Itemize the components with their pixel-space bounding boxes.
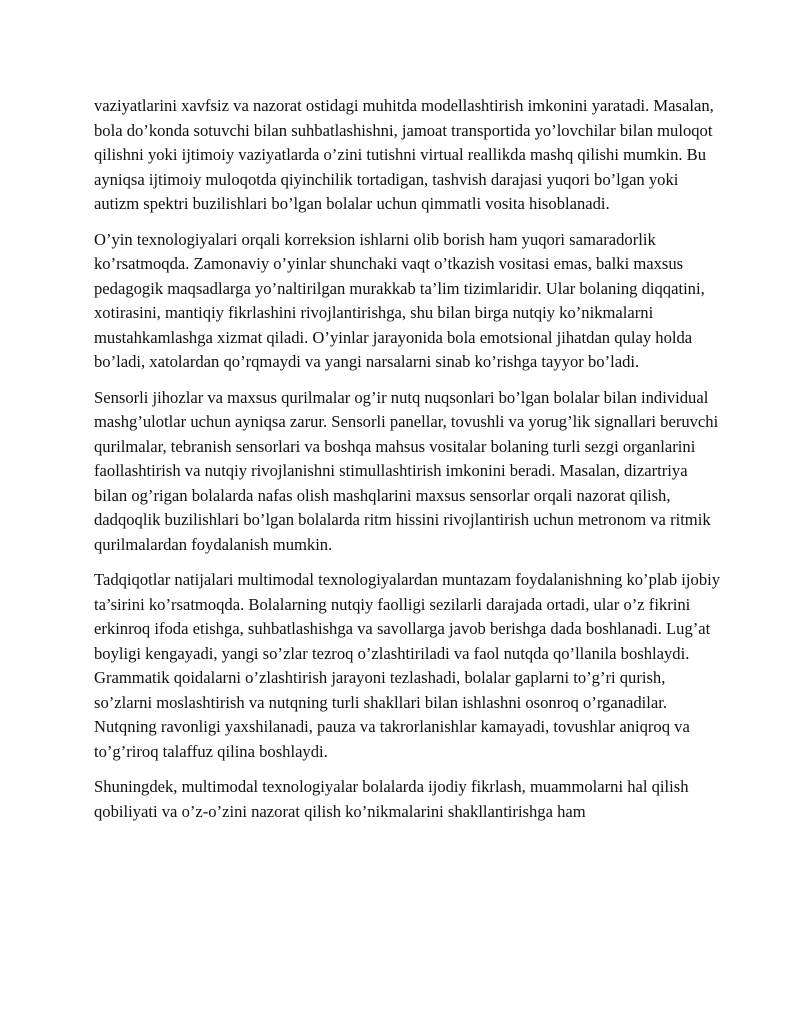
paragraph-4: Tadqiqotlar natijalari multimodal texnologiyalardan muntazam foydalanishning ko’plab ijobiy ta’sirini ko’rsatmoqda. Bolalarning nutqiy faolligi sezilarli darajada ortadi, ular o’z fikrini erkinroq ifoda etishga, suhbatlashishga va savollarga javob berishga dada boshlanadi. Lug’at boyligi kengayadi, yangi so’zlar tezroq o’zlashtiriladi va faol nutqda qo’llanila boshlaydi. Grammatik qoidalarni o’zlashtirish jarayoni tezlashadi, bolalar gaplarni to’g’ri qurish, so’zlarni moslashtirish va nutqning turli shakllari bilan ishlashni osonroq o’rganadilar. Nutqning ravonligi yaxshilanadi, pauza va takrorlanishlar kamayadi, tovushlar aniqroq va to’g’riroq talaffuz qilina boshlaydi.: [94, 570, 721, 761]
paragraph-3: Sensorli jihozlar va maxsus qurilmalar og’ir nutq nuqsonlari bo’lgan bolalar bilan individual mashg’ulotlar uchun ayniqsa zarur. Sensorli panellar, tovushli va yorug’lik signallari beruvchi qurilmalar, tebranish sensorlari va boshqa mahsus vositalar bolaning turli sezgi organlarini faollashtirish va nutqiy rivojlanishni stimullashtirish imkonini beradi. Masalan, dizartriya bilan og’rigan bolalarda nafas olish mashqlarini maxsus sensorlar orqali nazorat qilish, dadqoqlik buzilishlari bo’lgan bolalarda ritm hissini rivojlantirish uchun metronom va ritmik qurilmalardan foydalanish mumkin.: [94, 387, 719, 554]
paragraph-5: Shuningdek, multimodal texnologiyalar bolalarda ijodiy fikrlash, muammolarni hal qilish qobiliyati va o’z-o’zini nazorat qilish ko’nikmalarini shakllantirishga ham: [94, 777, 689, 821]
document-body: [94, 94, 722, 835]
paragraph-1: vaziyatlarini xavfsiz va nazorat ostidagi muhitda modellashtirish imkonini yaratadi. Masalan, bola do’konda sotuvchi bilan suhbatlashishni, jamoat transportida yo’lovchilar bilan muloqot qilishni yoki ijtimoiy vaziyatlarda o’zini tutishni virtual reallikda mashq qilishi mumkin. Bu ayniqsa ijtimoiy muloqotda qiyinchilik tortadigan, tashvish darajasi yuqori bo’lgan yoki autizm spektri buzilishlari bo’lgan bolalar uchun qimmatli vosita hisoblanadi.: [94, 96, 714, 213]
paragraph-2: O’yin texnologiyalari orqali korreksion ishlarni olib borish ham yuqori samaradorlik ko’rsatmoqda. Zamonaviy o’yinlar shunchaki vaqt o’tkazish vositasi emas, balki maxsus pedagogik maqsadlarga yo’naltirilgan murakkab ta’lim tizimlaridir. Ular bolaning diqqatini, xotirasini, mantiqiy fikrlashini rivojlantirishga, shu bilan birga nutqiy ko’nikmalarni mustahkamlashga xizmat qiladi. O’yinlar jarayonida bola emotsional jihatdan qulay holda bo’ladi, xatolardan qo’rqmaydi va yangi narsalarni sinab ko’rishga tayyor bo’ladi.: [94, 229, 705, 371]
